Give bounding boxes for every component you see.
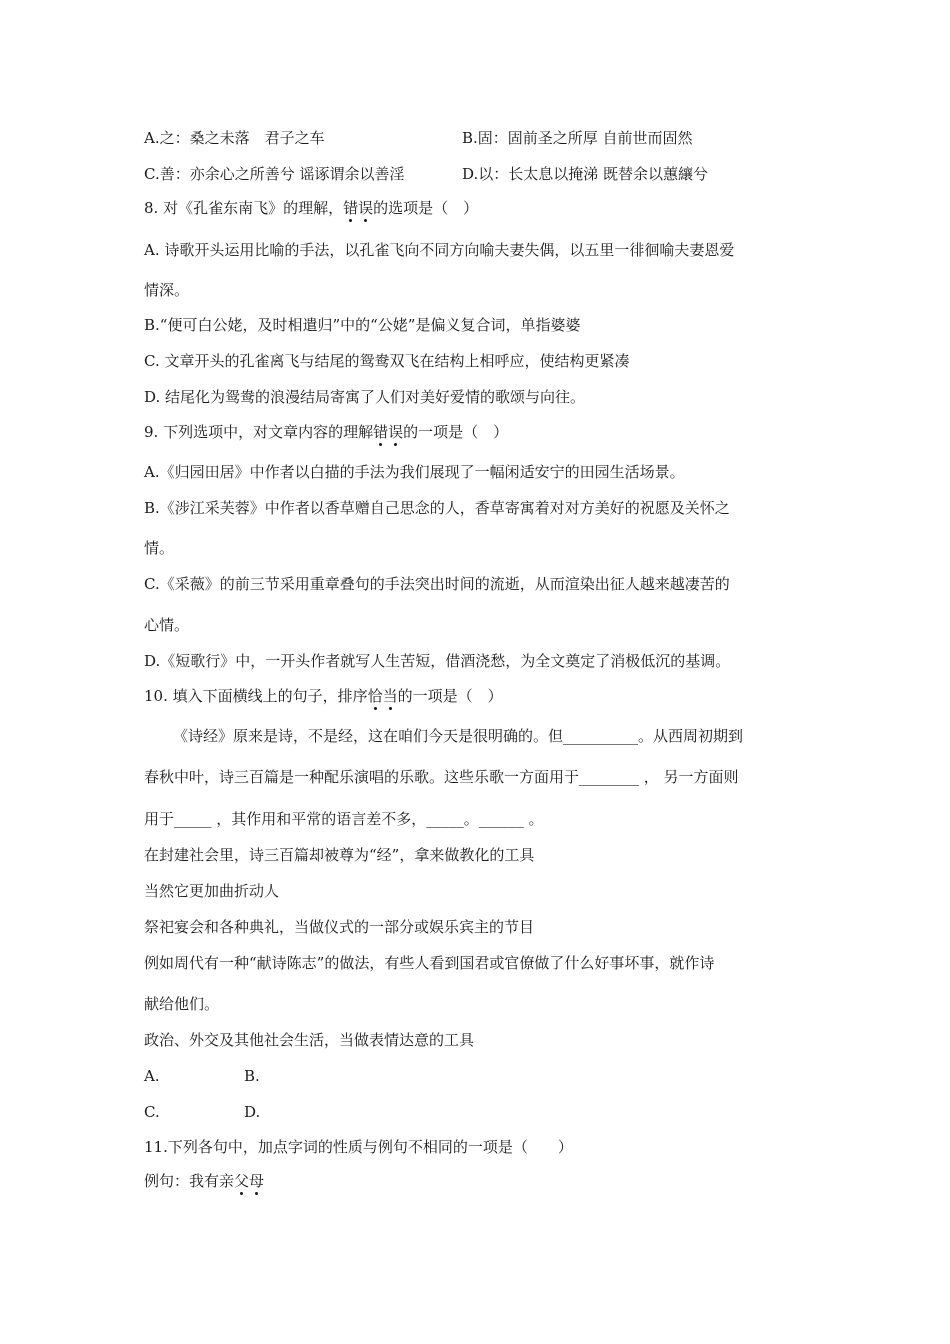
emphasis-char: 误 <box>388 423 404 441</box>
emphasis-char: 父 <box>234 1172 250 1190</box>
q10-sentence-2: 当然它更加曲折动人 <box>144 882 280 900</box>
q8-stem: 8. 对《孔雀东南飞》的理解，错误的选项是（ ） <box>144 199 479 217</box>
q9-option-b-line1: B.《涉江采芙蓉》中作者以香草赠自己思念的人，香草寄寓着对对方美好的祝愿及关怀之 <box>144 499 730 517</box>
q7-option-b: B.固：固前圣之所厚 自前世而固然 <box>462 129 693 147</box>
q8-option-b: B.“便可白公姥，及时相遣归”中的“公姥”是偏义复合词，单指婆婆 <box>144 316 581 334</box>
q8-option-c: C. 文章开头的孔雀离飞与结尾的鸳鸯双飞在结构上相呼应，使结构更紧凑 <box>144 352 630 370</box>
q10-passage-line2: 春秋中叶，诗三百篇是一种配乐演唱的乐歌。这些乐歌一方面用于________ ， 另一方面则 <box>144 768 739 786</box>
q10-option-a: A. <box>144 1067 160 1085</box>
emphasis-char: 恰 <box>367 687 383 705</box>
q10-options-row-1 <box>144 1066 814 1086</box>
q8-option-d: D. 结尾化为鸳鸯的浪漫结局寄寓了人们对美好爱情的歌颂与向往。 <box>144 388 586 406</box>
q9-option-d: D.《短歌行》中，一开头作者就写人生苦短，借酒浇愁，为全文奠定了消极低沉的基调。 <box>144 652 731 670</box>
emphasis-char: 误 <box>358 199 374 217</box>
q10-passage-line1: 《诗经》原来是诗，不是经，这在咱们今天是很明确的。但__________。从西周初期到 <box>173 727 744 745</box>
emphasis-char: 错 <box>343 199 359 217</box>
q7-option-d: D.以：长太息以掩涕 既替余以蕙纕兮 <box>462 165 709 183</box>
q10-options-row-2 <box>144 1102 814 1122</box>
q10-sentence-3: 祭祀宴会和各种典礼，当做仪式的一部分或娱乐宾主的节目 <box>144 918 535 936</box>
q10-option-c: C. <box>144 1103 160 1121</box>
q9-option-a: A.《归园田居》中作者以白描的手法为我们展现了一幅闲适安宁的田园生活场景。 <box>144 463 685 481</box>
emphasis-char: 当 <box>382 687 398 705</box>
emphasis-char: 错 <box>373 423 389 441</box>
q7-option-a: A.之：桑之未落 君子之车 <box>144 129 325 147</box>
q10-sentence-4-line2: 献给他们。 <box>144 995 220 1013</box>
q8-option-a-line1: A. 诗歌开头运用比喻的手法，以孔雀飞向不同方向喻夫妻失偶，以五里一徘徊喻夫妻恩爱 <box>144 241 735 259</box>
q10-option-b: B. <box>244 1067 260 1085</box>
q10-passage-line3: 用于_____ ，其作用和平常的语言差不多，_____。______ 。 <box>144 810 544 828</box>
q10-option-d: D. <box>244 1103 261 1121</box>
q10-sentence-4-line1: 例如周代有一种“献诗陈志”的做法，有些人看到国君或官僚做了什么好事坏事，就作诗 <box>144 954 715 972</box>
q9-option-b-line2: 情。 <box>144 539 175 557</box>
q10-stem: 10. 填入下面横线上的句子，排序恰当的一项是（ ） <box>144 687 503 705</box>
q7-options-row-2 <box>144 164 814 184</box>
q9-option-c-line1: C.《采薇》的前三节采用重章叠句的手法突出时间的流逝，从而渲染出征人越来越凄苦的 <box>144 575 730 593</box>
q9-stem: 9. 下列选项中，对文章内容的理解错误的一项是（ ） <box>144 423 509 441</box>
q11-example: 例句：我有亲父母 <box>144 1172 265 1190</box>
q7-option-c: C.善：亦余心之所善兮 谣诼谓余以善淫 <box>144 165 405 183</box>
emphasis-char: 母 <box>249 1172 265 1190</box>
q9-option-c-line2: 心情。 <box>144 616 190 634</box>
q10-sentence-5: 政治、外交及其他社会生活，当做表情达意的工具 <box>144 1031 475 1049</box>
q11-stem: 11.下列各句中，加点字词的性质与例句不相同的一项是（ ） <box>144 1138 573 1156</box>
q10-sentence-1: 在封建社会里，诗三百篇却被尊为“经”，拿来做教化的工具 <box>144 846 535 864</box>
q8-option-a-line2: 情深。 <box>144 281 190 299</box>
q7-options-row-1 <box>144 128 814 148</box>
